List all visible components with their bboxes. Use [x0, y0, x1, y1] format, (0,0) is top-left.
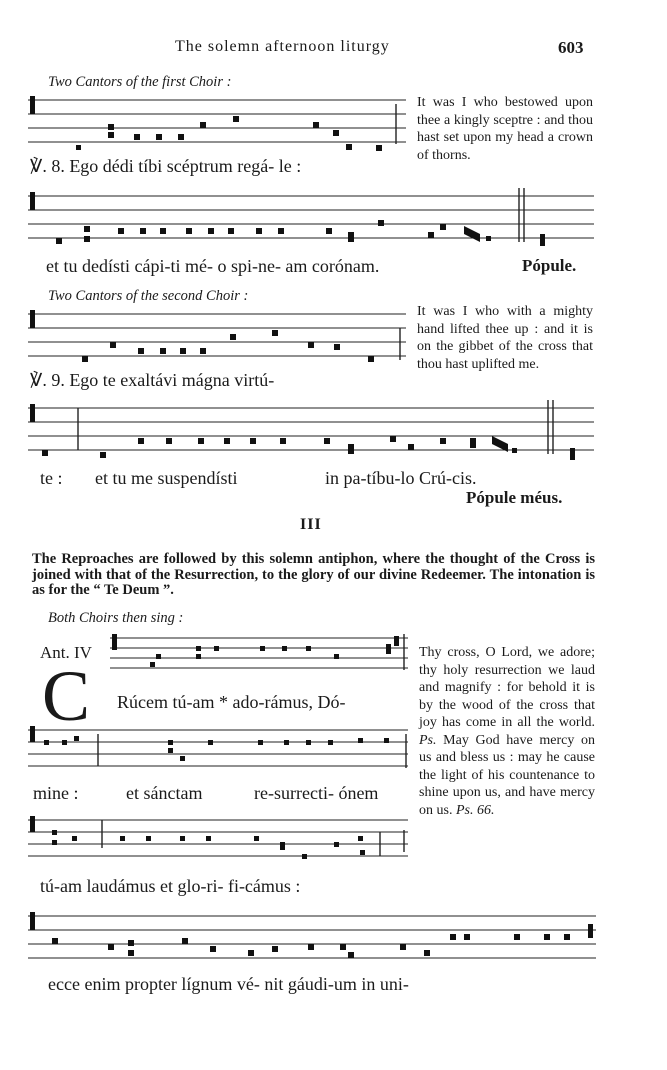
antiphon-translation: Thy cross, O Lord, we adore; thy holy resurrection we laud and magnify : for behold it is by the wood of the cross that joy has come in all the world.	[419, 645, 595, 730]
antiphon-lyric-1: Rúcem tú-am * ado-rámus, Dó-	[117, 692, 346, 712]
antiphon-label: Ant. IV	[40, 643, 92, 662]
verse8-lyric-1: ℣. 8. Ego dédi tíbi scéptrum regá- le :	[30, 156, 302, 176]
antiphon-staff-2	[28, 722, 412, 778]
antiphon-lyric-4: ecce enim propter lígnum vé- nit gáudi-um in uni-	[48, 974, 409, 994]
antiphon-initial: C	[42, 656, 91, 736]
running-title: The solemn afternoon liturgy	[175, 38, 390, 55]
verse8-refrain: Pópule.	[522, 256, 577, 275]
verse9-staff-1	[28, 304, 408, 368]
verse9-lyric-2c: in pa-tíbu-lo Crú-cis.	[325, 468, 477, 488]
psalm-label: Ps.	[419, 732, 437, 748]
psalm-reference: Ps. 66.	[455, 802, 495, 818]
antiphon-lyric-2c: re-surrecti- ónem	[254, 783, 379, 803]
verse8-lyric-2: et tu dedísti cápi-ti mé- o spi-ne- am corónam.	[46, 256, 380, 276]
page-number: 603	[558, 38, 584, 57]
verse8-translation: It was I who bestowed upon thee a kingly sceptre : and thou hast set upon my head a crown of thorns.	[417, 95, 593, 163]
verse9-lyric-2b: et tu me suspendísti	[95, 468, 238, 488]
verse9-rubric: Two Cantors of the second Choir :	[48, 288, 249, 304]
section-rubric: Both Choirs then sing :	[48, 610, 184, 626]
verse9-refrain: Pópule méus.	[466, 488, 563, 507]
antiphon-lyric-2a: mine :	[33, 783, 79, 803]
antiphon-lyric-3: tú-am laudámus et glo-ri- fi-cámus :	[40, 876, 301, 896]
antiphon-lyric-2b: et sánctam	[126, 783, 203, 803]
antiphon-translation-block	[419, 644, 595, 819]
section-numeral: III	[300, 516, 322, 533]
verse9-staff-2	[28, 398, 598, 462]
verse9-translation: It was I who with a mighty hand lifted thee up : and it is on the gibbet of the cross that thou hast uplifted me.	[417, 304, 593, 372]
antiphon-staff-3	[28, 812, 412, 872]
psalm-text: May God have mercy on us and bless us : may he cause the light of his countenance to shine upon us, and have mercy on us.	[419, 732, 596, 818]
verse8-staff-1	[28, 90, 408, 154]
verse8-rubric: Two Cantors of the first Choir :	[48, 74, 232, 90]
verse9-lyric-2a: te :	[40, 468, 63, 488]
verse9-lyric-1: ℣. 9. Ego te exaltávi mágna virtú-	[30, 370, 275, 390]
section-intro: The Reproaches are followed by this solemn antiphon, where the thought of the Cross is joined with that of the Resurrection, to the glory of our divine Redeemer. The intonation is as for the “ Te Deum ”.	[32, 551, 595, 598]
antiphon-staff-1	[110, 632, 410, 676]
verse8-staff-2	[28, 186, 598, 250]
antiphon-staff-4	[28, 906, 600, 978]
